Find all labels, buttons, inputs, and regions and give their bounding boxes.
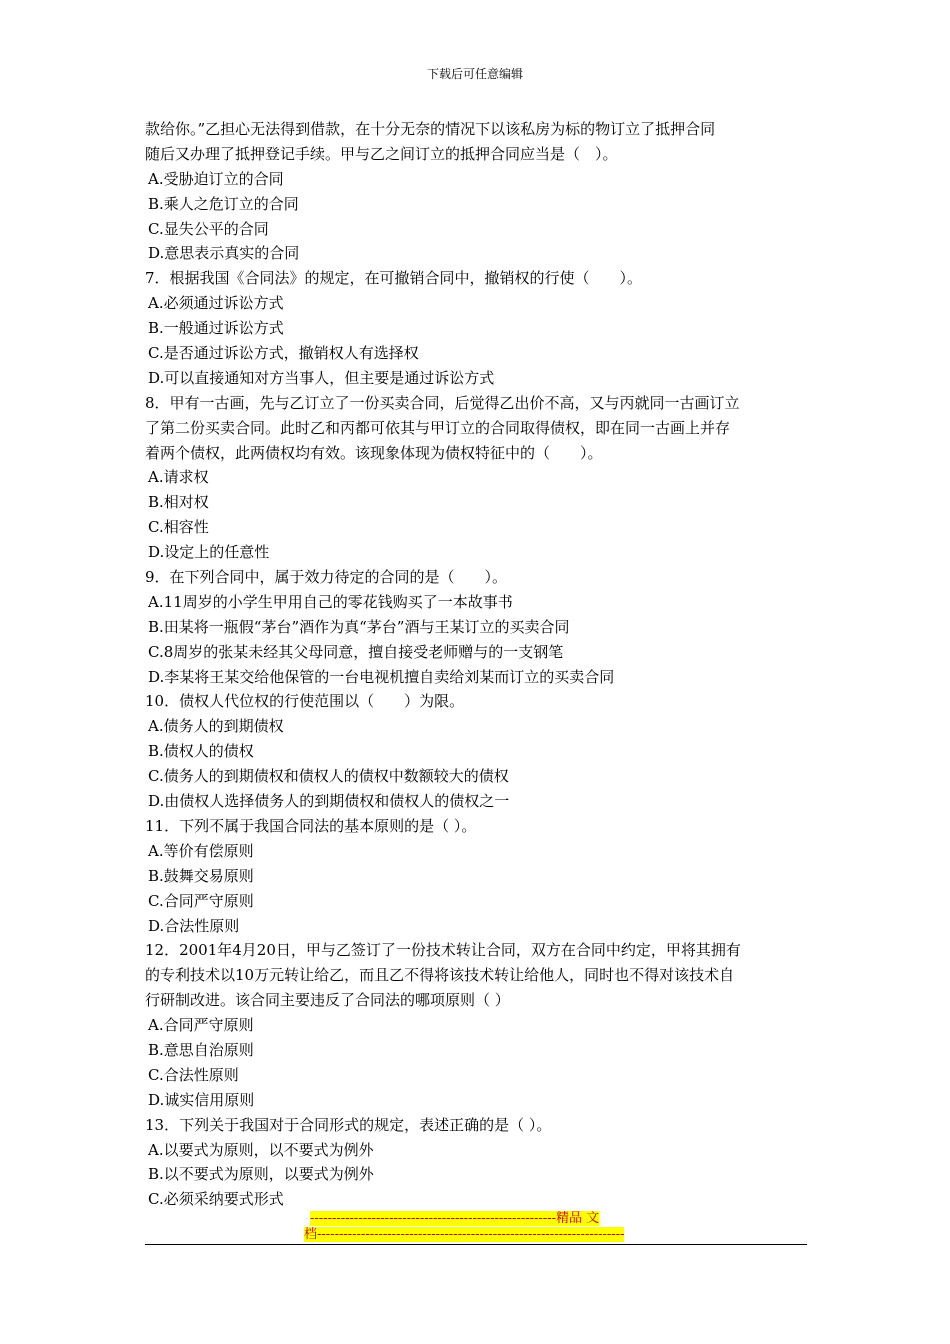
answer-option: C.合同严守原则 xyxy=(148,891,254,910)
question-text-line: 11．下列不属于我国合同法的基本原则的是（ ）。 xyxy=(145,816,477,835)
answer-option: A.以要式为原则，以不要式为例外 xyxy=(148,1140,374,1159)
page-header: 下载后可任意编辑 xyxy=(426,67,523,81)
footer-divider xyxy=(145,1244,807,1245)
answer-option: D.合法性原则 xyxy=(148,916,240,935)
answer-option: A.请求权 xyxy=(148,468,209,487)
question-text-line: 8．甲有一古画，先与乙订立了一份买卖合同，后觉得乙出价不高，又与丙就同一古画订立 xyxy=(145,393,740,412)
answer-option: B.相对权 xyxy=(148,493,209,512)
answer-option: C.必须采纳要式形式 xyxy=(148,1190,284,1209)
answer-option: A.合同严守原则 xyxy=(148,1016,254,1035)
question-text-line: 9．在下列合同中，属于效力待定的合同的是（ ）。 xyxy=(145,568,508,587)
question-text-line: 12．2001年4月20日，甲与乙签订了一份技术转让合同，双方在合同中约定，甲将其拥有 xyxy=(145,941,741,960)
answer-option: A.受胁迫订立的合同 xyxy=(148,169,284,188)
answer-option: C.债务人的到期债权和债权人的债权中数额较大的债权 xyxy=(148,767,509,786)
answer-option: C.合法性原则 xyxy=(148,1065,239,1084)
answer-option: D.可以直接通知对方当事人，但主要是通过诉讼方式 xyxy=(148,368,495,387)
answer-option: D.意思表示真实的合同 xyxy=(148,244,300,263)
answer-option: C.相容性 xyxy=(148,518,209,537)
answer-option: B.田某将一瓶假“茅台”酒作为真“茅台”酒与王某订立的买卖合同 xyxy=(148,617,570,636)
question-text-line: 了第二份买卖合同。此时乙和丙都可依其与甲订立的合同取得债权，即在同一古画上并存 xyxy=(145,418,731,437)
answer-option: A.11周岁的小学生甲用自己的零花钱购买了一本故事书 xyxy=(148,592,513,611)
answer-option: D.设定上的任意性 xyxy=(148,543,270,562)
footer-watermark xyxy=(304,1211,649,1243)
answer-option: B.一般通过诉讼方式 xyxy=(148,319,284,338)
question-text-line: 的专利技术以10万元转让给乙，而且乙不得将该技术转让给他人，同时也不得对该技术自 xyxy=(145,966,735,985)
answer-option: A.等价有偿原则 xyxy=(148,841,254,860)
question-text-line: 着两个债权，此两债权均有效。该现象体现为债权特征中的（ ）。 xyxy=(145,443,603,462)
question-text-line: 10．债权人代位权的行使范围以（ ）为限。 xyxy=(145,692,465,711)
answer-option: B.以不要式为原则，以要式为例外 xyxy=(148,1165,374,1184)
document-body xyxy=(145,117,807,1212)
answer-option: C.显失公平的合同 xyxy=(148,219,269,238)
answer-option: B.意思自治原则 xyxy=(148,1040,254,1059)
question-text-line: 行研制改进。该合同主要违反了合同法的哪项原则（ ） xyxy=(145,991,510,1010)
answer-option: C.是否通过诉讼方式，撤销权人有选择权 xyxy=(148,344,419,363)
footer-line-1: --------------------------------------------------------精品 文 xyxy=(310,1211,600,1226)
answer-option: B.乘人之危订立的合同 xyxy=(148,194,299,213)
question-text-line: 13．下列关于我国对于合同形式的规定，表述正确的是（ ）。 xyxy=(145,1115,552,1134)
answer-option: D.李某将王某交给他保管的一台电视机擅自卖给刘某而订立的买卖合同 xyxy=(148,667,615,686)
answer-option: A.债务人的到期债权 xyxy=(148,717,284,736)
footer-line-2: 档---------------------------------------------------------------------- xyxy=(304,1227,625,1242)
answer-option: D.诚实信用原则 xyxy=(148,1090,255,1109)
answer-option: B.鼓舞交易原则 xyxy=(148,866,254,885)
answer-option: B.债权人的债权 xyxy=(148,742,254,761)
question-text-line: 款给你。”乙担心无法得到借款，在十分无奈的情况下以该私房为标的物订立了抵押合同 xyxy=(145,120,716,138)
question-text-line: 7．根据我国《合同法》的规定，在可撤销合同中，撤销权的行使（ ）。 xyxy=(145,269,643,288)
answer-option: D.由债权人选择债务人的到期债权和债权人的债权之一 xyxy=(148,792,510,811)
answer-option: A.必须通过诉讼方式 xyxy=(148,294,284,313)
question-text-line: 随后又办理了抵押登记手续。甲与乙之间订立的抵押合同应当是（ ）。 xyxy=(145,144,618,163)
answer-option: C.8周岁的张某未经其父母同意，擅自接受老师赠与的一支钢笔 xyxy=(148,642,564,661)
